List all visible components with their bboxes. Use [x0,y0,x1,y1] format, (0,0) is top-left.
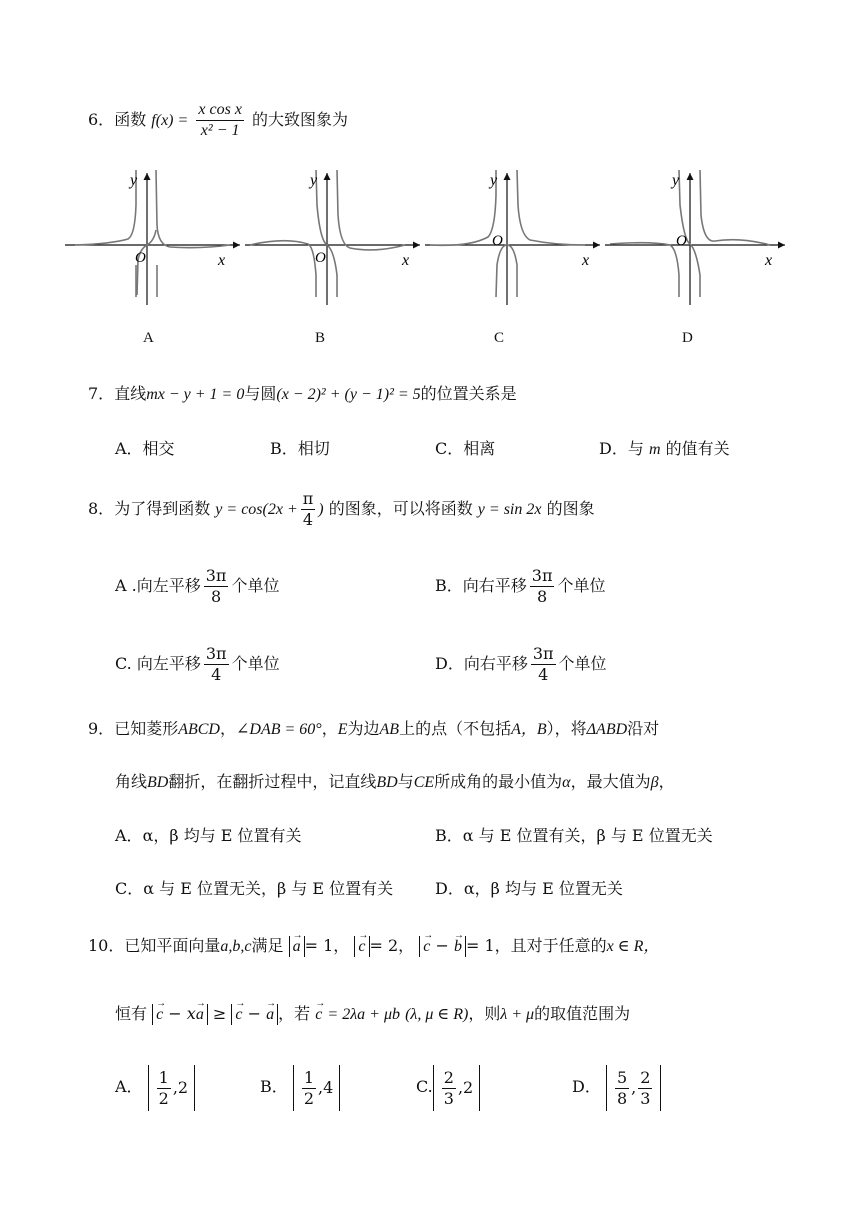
q10-expr: = 2λa + μb [327,1006,400,1023]
graph-a-origin: O [135,250,146,266]
q10-option-b-interval [293,1065,340,1111]
q8-option-b [435,564,605,608]
q8-option-d-fraction [531,644,556,685]
q9-option-d-text: α，β 均与 E 位置无关 [463,879,623,898]
q8-option-c-den: 4 [211,665,222,684]
q10-option-b-label: B． [260,1077,288,1096]
q9-option-d [435,876,623,899]
q9-line2c: 与 [397,772,414,791]
q9-line2a: 角线 [115,772,148,791]
q8-number: 8． [88,499,115,518]
q9-line1b: 为边 [347,719,380,738]
q9-line-2 [115,770,675,795]
q10-option-d-den1: 8 [616,1088,628,1108]
q8-option-a-pre: A .向左平移 [115,576,201,595]
q10-abs-c-minus-a: → c − → a [231,1004,278,1025]
q6-stem [88,100,348,141]
q10-option-a [115,1062,195,1112]
graph-c [425,170,600,305]
q10-option-a-den: 2 [158,1088,169,1108]
q6-lead: 函数 [114,110,147,129]
graph-a-x-label: x [218,252,226,269]
q10-option-d-label: D． [572,1077,601,1096]
q8-option-a-suffix: 个单位 [231,576,280,595]
q10-option-b-num: 1 [303,1067,315,1087]
q6-fx: f(x) = [151,112,189,129]
q8-eq1-num: π [302,489,314,508]
q10-option-c-num: 2 [443,1067,454,1087]
q10-line2c: ，则 [468,1004,501,1023]
q9-line1e: 沿对 [627,719,660,738]
q10-option-d-num2: 2 [640,1067,651,1087]
q8-option-c-suffix: 个单位 [231,654,280,673]
graph-d-origin: O [676,233,687,249]
q10-abs-a: → a [289,936,305,957]
q9-line2b: 翻折，在翻折过程中，记直线 [168,772,377,791]
q7-circle-eq: (x − 2)² + (y − 1)² = 5 [276,386,421,403]
q10-line1a: 已知平面向量 [124,936,221,955]
q10-option-d [572,1062,661,1112]
q9-option-c-text: α 与 E 位置无关，β 与 E 位置有关 [143,879,394,898]
q10-line2d: 的取值范围为 [534,1004,631,1023]
q10-cond2: = 2， [369,936,415,955]
q8-option-d-pre: D．向右平移 [435,654,528,673]
q10-ineq: ≥ [212,1004,227,1023]
q9-option-d-label: D． [435,879,464,898]
q7-stem [88,382,517,407]
q6-fraction [196,100,244,141]
q6-numerator: x cos x [196,100,244,121]
q9-a-b: A，B [511,721,547,738]
q9-line-1: 9．已知菱形ABCD，∠DAB = 60°，E为边AB上的点（不包括A，B），将ΔABD沿对 [88,719,660,738]
q9-option-b-label: B． [435,826,463,845]
q10-option-b-den: 2 [303,1088,315,1108]
q7-option-d-tail: 的值有关 [665,439,730,458]
q10-option-c-rest: ,2 [457,1077,474,1097]
q8-stem [88,487,595,532]
q9-bd: BD [147,774,169,791]
q8-eq1a: y = cos(2x + [215,501,298,518]
q10-line-2: 恒有 → c − x→ a ≥ → c − → a ，若 → c = 2λa + μb (λ, μ ∈ R)，则λ + μ的取值范围为 [115,1000,630,1029]
q9-option-b [435,823,713,846]
q9-beta: β [650,774,659,791]
q8-option-b-num: 3π [531,566,553,585]
q6-number: 6． [88,110,115,129]
q9-line2f: ， [658,772,675,791]
q8-option-d-num: 3π [532,644,554,663]
graph-label-c: C [494,330,505,346]
q8-option-a-fraction [204,566,229,607]
q8-option-b-den: 8 [537,587,548,606]
graph-label-b: B [315,330,326,346]
q7-option-d [599,436,730,459]
q10-cond1: = 1， [304,936,350,955]
q7-option-d-var: m [648,441,661,458]
q9-angle: ∠DAB = 60° [236,721,322,738]
graph-b [245,170,420,305]
q10-option-a-label: A． [115,1077,143,1096]
q9-ce: CE [413,774,435,791]
graph-c-x-label: x [582,252,590,269]
q8-eq2: y = sin 2x [477,501,542,518]
q7-line-eq: mx − y + 1 = 0 [146,386,245,403]
q10-line1b: 满足 [251,936,284,955]
q8-option-d-suffix: 个单位 [558,654,607,673]
q6-tail: 的大致图象为 [252,110,349,129]
q7-lead: 直线 [114,384,147,403]
graph-b-y-label: y [310,172,318,189]
q8-option-c [115,642,280,686]
graph-label-a: A [143,330,154,346]
q8-eq1b: ) [318,501,324,518]
q10-abs-c-minus-b: → c − → b [419,936,466,957]
q9-number: 9． [88,719,115,738]
q6-denominator: x² − 1 [200,122,240,139]
q7-option-a: A．相交 [115,439,175,458]
q8-mid: 的图象，可以将函数 [328,499,473,518]
q9-line1d: ），将 [546,719,587,738]
q9-option-b-text: α 与 E 位置有关，β 与 E 位置无关 [462,826,713,845]
q8-option-b-pre: B．向右平移 [435,576,527,595]
q8-option-d-den: 4 [538,665,549,684]
graph-b-x-label: x [402,252,410,269]
q8-option-d [435,642,607,686]
q10-option-c-den: 3 [443,1088,454,1108]
q10-option-b-rest: ,4 [318,1077,334,1097]
q7-mid: 与圆 [244,384,277,403]
q9-option-c [115,876,393,899]
q10-x-in-r: x ∈ R， [606,938,660,955]
q9-line2e: ，最大值为 [570,772,651,791]
q9-option-a-text: α，β 均与 E 位置有关 [142,826,302,845]
graph-c-y-label: y [490,172,498,189]
q8-option-a-num: 3π [205,566,227,585]
q8-option-a [115,564,279,608]
q10-option-c-label: C. [416,1077,433,1096]
q8-option-c-fraction [204,644,229,685]
q7-option-c: C．相离 [435,439,496,458]
q9-ab: AB [379,721,400,738]
q8-lead: 为了得到函数 [114,499,211,518]
q10-option-a-num: 1 [158,1067,169,1087]
q9-triangle: ΔABD [586,721,628,738]
q7-option-b: B．相切 [270,439,330,458]
q10-abs-c-minus-xa: → c − x→ a [152,1004,208,1025]
q10-option-d-den2: 3 [640,1088,651,1108]
q7-number: 7． [88,384,115,403]
graph-d [605,170,785,305]
q10-option-d-interval: $\frac{5}{8}$ , $\frac{2}{3}$ [606,1065,661,1111]
q10-option-a-interval [148,1065,195,1111]
q8-option-b-fraction [530,566,555,607]
q6-graphs [60,165,790,315]
q8-option-c-num: 3π [205,644,227,663]
q10-option-c-interval [433,1065,480,1111]
q7-tail: 的位置关系是 [420,384,517,403]
q9-alpha: α [562,774,571,791]
q8-eq1-den: 4 [302,510,314,529]
q9-option-a [115,823,302,846]
q10-option-b [260,1062,340,1112]
q9-line1c: 上的点（不包括 [399,719,512,738]
q10-vectors: a,b,c [220,938,252,955]
q9-option-c-label: C． [115,879,144,898]
graph-b-origin: O [315,250,326,266]
q10-lambda-plus-mu: λ + μ [500,1006,535,1023]
q8-option-c-pre: C. 向左平移 [115,654,201,673]
q9-option-a-label: A． [115,826,143,845]
q8-option-b-suffix: 个单位 [557,576,606,595]
q10-line2a: 恒有 [115,1004,148,1023]
q9-abcd: ABCD [178,721,220,738]
graph-label-d: D [682,330,693,346]
q10-cond3: = 1，且对于任意的 [465,936,607,955]
q10-number: 10． [88,936,125,955]
q10-option-c [416,1062,480,1112]
graph-d-x-label: x [765,252,773,269]
q10-line2b: ，若 [278,1004,311,1023]
q10-option-d-num1: 5 [616,1067,628,1087]
q10-option-a-rest: ,2 [172,1077,189,1097]
q10-abs-c: → c [354,936,369,957]
q9-e: E [337,721,348,738]
graph-a-y-label: y [130,172,138,189]
q10-lambda-mu: (λ, μ ∈ R) [405,1006,469,1023]
q7-option-d-pre: D．与 [599,439,644,458]
q8-eq1-fraction [301,489,316,530]
q9-bd2: BD [376,774,398,791]
graph-c-origin: O [492,233,503,249]
q9-line1a: 已知菱形 [114,719,179,738]
graph-a [65,170,240,305]
q10-line-1 [88,932,659,961]
q8-tail: 的图象 [546,499,595,518]
q9-line2d: 所成角的最小值为 [434,772,563,791]
graph-d-y-label: y [672,172,680,189]
q8-option-a-den: 8 [210,587,222,606]
